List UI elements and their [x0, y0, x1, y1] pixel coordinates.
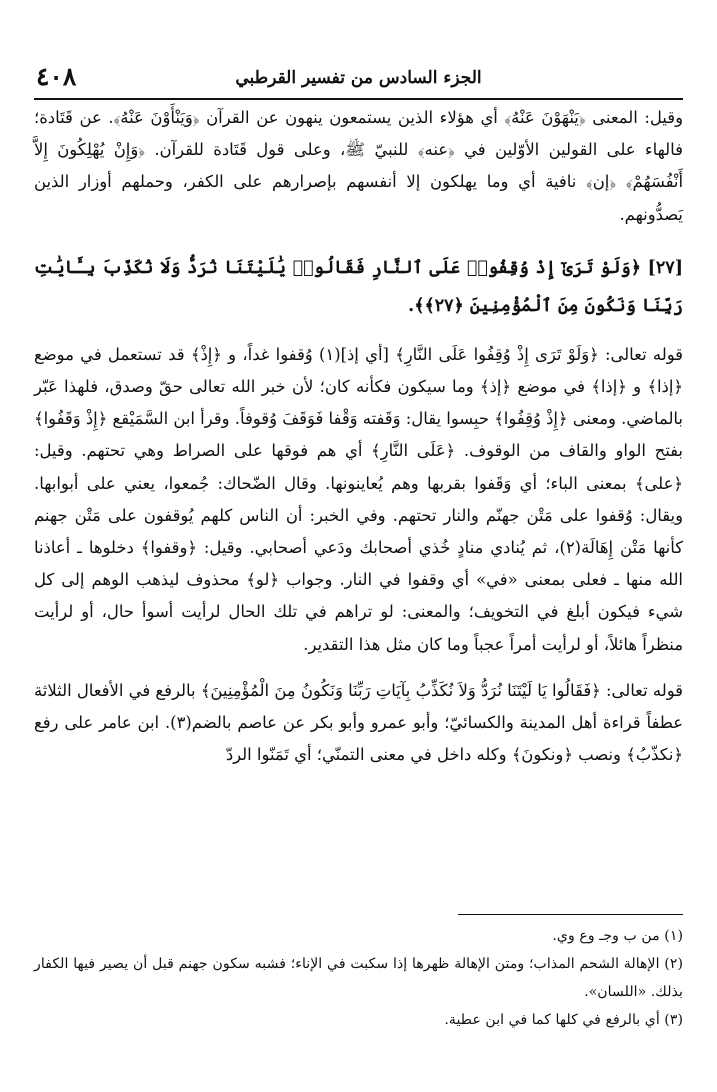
- footnote: (٢) الإهالة الشحم المذاب؛ ومتن الإهالة ظهرها إذا سكبت في الإناء؛ فشبه سكون جهنم قبل أن يصير فيها الكفار بذلك. «اللسان».: [34, 956, 683, 1000]
- footnote-divider: [458, 914, 683, 915]
- page-header: [34, 58, 683, 100]
- paragraph: قوله تعالى: ﴿فَقَالُوا يَا لَيْتَنَا نُرَدُّ وَلاَ نُكَذِّبُ بِآيَاتِ رَبِّنَا وَنَكُونُ مِنَ الْمُؤْمِنِينَ﴾ بالرفع في الأفعال الثلاثة عطفاً قراءة أهل المدينة والكسائيّ؛ وأبو عمرو وأبو بكر عن عاصم بالضم(٣). ابن عامر على رفع ﴿نكذّبُ﴾ ونصب ﴿ونكونَ﴾ وكله داخل في معنى التمنّي؛ أي تَمَنّوا الردّ: [34, 680, 683, 765]
- page-number: ٤٠٨: [36, 62, 77, 91]
- footnotes: [34, 922, 683, 1034]
- paragraph: وقيل: المعنى ﴿يَنْهَوْنَ عَنْهُ﴾ أي هؤلاء الذين يستمعون ينهون عن القرآن ﴿وَيَنْأَوْنَ عَنْهُ﴾. عن قَتَادة؛ فالهاء على القولين الأوّلين في ﴿عنه﴾ للنبيّ ﷺ، وعلى قول قَتَادة للقرآن. ﴿وَإِنْ يُهْلِكُونَ إِلاَّ أَنْفُسَهُمْ﴾ ﴿إن﴾ نافية أي وما يهلكون إلا أنفسهم بإصرارهم على الكفر، وحملهم أوزار الذين يَصدُّونهم.: [34, 108, 683, 224]
- paragraph: قوله تعالى: ﴿وَلَوْ تَرَى إِذْ وُقِفُوا عَلَى النَّارِ﴾ [أي إذ](١) وُقفوا غداً، و ﴿إِذْ﴾ قد تستعمل في موضع ﴿إذا﴾ و ﴿إذا﴾ في موضع ﴿إذ﴾ وما سيكون فكأنه كان؛ لأن خبر الله تعالى حقّ وصدق، فلهذا عَبّر بالماضي. ومعنى ﴿إِذْ وُقِفُوا﴾ حبِسوا يقال: وَقَفته وَقْفا فَوَقَفَ وُقوفاً. وقرأ ابن السَّمَيْقع ﴿إِذْ وَقَفُوا﴾ بفتح الواو والقاف من الوقوف. ﴿عَلَى النَّارِ﴾ أي هم فوقها على الصراط وهي تحتهم. وقيل: ﴿على﴾ بمعنى الباء؛ أي وَقَفوا بقربها وهم يُعاينونها. وقال الضّحاك: جُمعوا، يعني على أبوابها. ويقال: وُقفوا على مَتْن جهنّم والنار تحتهم. وفي الخبر: أن الناس كلهم يُوقفون على مَتْن جهنم كأنها مَتْن إِهَالَة(٢)، ثم يُنادي منادٍ خُذي أصحابك ودَعي أصحابي. وقيل: ﴿وقفوا﴾ دخلوها ـ أعاذنا الله منها ـ فعلى بمعنى «في» أي وقفوا في النار. وجواب ﴿لو﴾ محذوف ليذهب الوهم إلى كل شيء فيكون أبلغ في التخويف؛ والمعنى: لو تراهم في تلك الحال لرأيت أسوأ حال، أو لرأيت منظراً هائلاً، أو لرأيت أمراً عجباً وما كان مثل هذا التقدير.: [34, 344, 683, 654]
- footnote: (٣) أي بالرفع في كلها كما في ابن عطية.: [444, 1012, 683, 1028]
- body-text: [34, 102, 683, 771]
- verse-number: [٢٧]: [647, 257, 683, 278]
- verse-block: [34, 249, 683, 325]
- footnote: (١) من ب وجـ وع وي.: [552, 928, 683, 944]
- verse-text: ﴿وَلَوْ تَرَىٰٓ إِذْ وُقِفُوا۟ عَلَى ٱلنَّارِ فَقَالُوا۟ يَٰلَيْتَنَا نُرَدُّ وَلَا نُكَذِّبَ بِـَٔايَٰتِ رَبِّنَا وَنَكُونَ مِنَ ٱلْمُؤْمِنِينَ ﴿٢٧﴾﴾.: [34, 257, 683, 316]
- running-title: الجزء السادس من تفسير القرطبي: [235, 68, 482, 88]
